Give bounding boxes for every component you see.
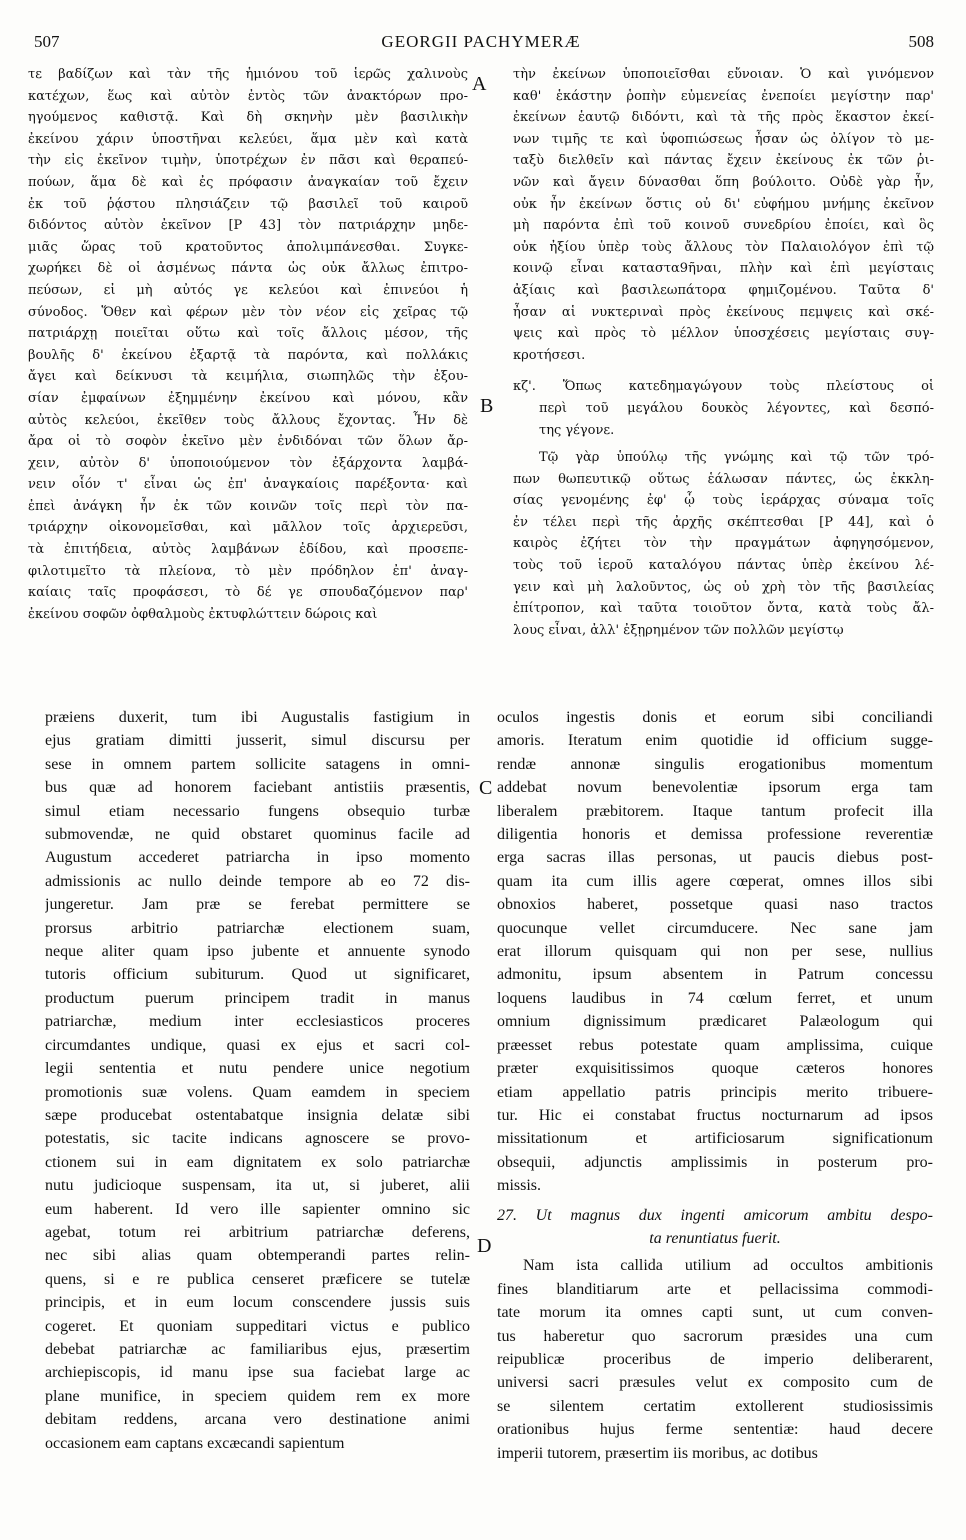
text-line: Augustum accederet patriarcha in ipso momento [45, 849, 470, 867]
text-line: tutoris officium subiturum. Quod ut significaret, [45, 966, 470, 984]
text-line: ctionem sui in eam dignitatem ex solo patriarchæ [45, 1153, 470, 1171]
text-line: ηγούμενος καθιστᾷ. Καὶ δὴ σκηνὴν μὲν βασιλικὴν [28, 110, 468, 126]
text-line: νων τιμῆς τε καὶ ὑφοπιώσεως ἦσαν ὡς ὀλίγον τὸ με- [513, 131, 934, 147]
text-line: admissionis ac nullo deinde tempore ab eo 72 dis- [45, 872, 470, 890]
margin-letter-c: C [479, 777, 493, 799]
text-line: ψεις καὶ πρὸς τὸ μέλλον ὑποσχέσεις μεγίσταις συγ- [513, 326, 934, 342]
text-line: patriarchæ, medium inter ecclesiasticos proceres [45, 1013, 470, 1031]
text-line: tur. Hic ei constabat fructus nocturnarum ad ipsos [497, 1106, 933, 1124]
text-line: πατριάρχῃ ποιεῖται οὕτω καὶ τοῖς ἄλλοις μέσον, τῆς [28, 326, 468, 342]
text-line: bus quæ ad honorem faciebant antistiis præsentis, [45, 779, 470, 797]
running-head-title: GEORGII PACHYMERÆ [381, 32, 581, 51]
text-line: πούων, ἅμα δὲ καὶ ἐς πρόφασιν ἀναγκαίαν τοῦ ἔχειν [28, 174, 468, 190]
text-line: erat illorum quisquam qui non per sese, nullius [497, 943, 933, 961]
text-line: ejus gratiam dimitti jusserit, simul discursu per [45, 732, 470, 750]
running-header [28, 32, 934, 56]
text-line: οὐκ ἠξίου ὑπὲρ τοὺς ἄλλους τὸν Παλαιολόγον ἐπὶ τῷ [513, 239, 934, 255]
page-number-left: 507 [34, 32, 60, 51]
text-line: τριάρχην οἰκονομεῖσθαι, καὶ μᾶλλον τοῖς ἀρχιερεῦσι, [28, 520, 468, 536]
text-line: tus haberetur quo sacrorum præsides una cum [497, 1327, 933, 1345]
text-line: rendæ annonæ singulis erogationibus momentum [497, 755, 933, 773]
text-line: καίαις ταῖς προφάσεσι, τὸ δέ γε σπουδαζόμενον παρ' [28, 585, 468, 601]
text-line: γειν καὶ μὴ λαλοῦντος, ὡς οὐ χρὴ τὸν τῆς βασιλείας [513, 579, 934, 595]
text-line: se silentem certatim extollerent studiosissimis [497, 1397, 933, 1415]
text-line: imperii tutorem, præsertim iis moribus, ac dotibus [497, 1444, 818, 1462]
text-line: fines blanditiarum arte et pellacissima commodi- [497, 1280, 933, 1298]
text-line: principis, et in eum locum conscendere jussis suis [45, 1294, 470, 1312]
text-line: missitationum et artificiosarum significationum [497, 1130, 933, 1148]
text-line: nec sibi alias quam obtemperandi partes relin- [45, 1247, 470, 1265]
text-line: promotionis suæ volens. Quam eamdem in speciem [45, 1083, 470, 1101]
text-line: præesset rebus potestate quam amplissima, cuique [497, 1036, 933, 1054]
text-line: sese in omnem partem sollicite satagens in omni- [45, 755, 470, 773]
text-line: plane munifice, in speciem quidem rem ex more [45, 1387, 470, 1405]
text-line: πων θωπευτικῷ οὕτως ἑάλωσαν πάντες, ὡς ἐκκλη- [513, 471, 934, 487]
text-line: μὴ παρόντα ἐπὶ τοῦ κοινοῦ συνεδρίου ἐποίει, καὶ ὃς [513, 218, 934, 234]
text-line: præter exquisitissimos quoque cæteros honores [497, 1060, 933, 1078]
text-line: ἄγει καὶ δείκνυσι τὰ κειμήλια, σιωπηλῶς τὴν ἐξου- [28, 369, 468, 385]
text-line: orationibus hujus ferme sententiæ: haud decere [497, 1421, 933, 1439]
text-line: νειν οἷόν τ' εἶναι ὡς ἐπ' ἀναγκαίοις παρέξοντα· καὶ [28, 477, 468, 493]
margin-letter-d: D [477, 1235, 492, 1257]
text-line: diligentia honoris et demissa professione reverentiæ [497, 826, 933, 844]
text-line: universi sacri præsules velut ex composito cum de [497, 1374, 933, 1392]
text-line: τὰ ἐπιτήδεια, αὐτὸς λαμβάνων ἐδίδου, καὶ προσεπε- [28, 542, 468, 558]
text-line: simul etiam necessario fungens obsequio turbæ [45, 802, 470, 820]
text-line: ἀξίαις καὶ βασιλεωπάτορα φημιζομένου. Ταῦτα δ' [513, 282, 934, 298]
chapter-heading-line: 27. Ut magnus dux ingenti amicorum ambitu despo- [497, 1206, 933, 1224]
text-line: legii sententia et nutu pendere unice negotium [45, 1060, 470, 1078]
text-line: reipublicæ proceribus de imperio deliberarent, [497, 1350, 933, 1368]
text-line: Nam ista callida utilium ad occultos ambitionis [523, 1257, 933, 1275]
text-line: Τῷ γὰρ ὑπούλῳ τῆς γνώμης καὶ τῷ τῶν τρό- [539, 450, 934, 466]
text-line: tate morum ita omnes capti sunt, ut cum conven- [497, 1304, 933, 1322]
text-line: nutu judicioque suspensam, ita ut, si juberet, alii [45, 1177, 470, 1195]
chapter-heading-line: περὶ τοῦ μεγάλου δουκὸς λέγοντες, καὶ δεσπό- [539, 400, 934, 416]
text-line: prorsus arbitrio patriarchæ electionem suam, [45, 919, 470, 937]
text-line: præiens duxerit, tum ibi Augustalis fastigium in [45, 709, 470, 726]
text-line: τε βαδίζων καὶ τὰν τῆς ἡμιόνου τοῦ ἱερῶς χαλινοὺς [28, 67, 468, 82]
text-line: jungeretur. Jam præ se ferebat permittere se [45, 896, 470, 914]
text-line: χειν, αὐτὸν δ' ὑποποιούμενον τὸν ἐξάρχοντα λαμβά- [28, 455, 468, 471]
text-line: obnoxios haberet, possetque quasi naso tractos [497, 896, 933, 914]
text-line: ἐν τέλει περὶ τῆς ἀρχῆς σκέπτεσθαι [P 44], καὶ ὁ [513, 514, 934, 530]
text-line: ἐκείνου χάριν ὑποστῆναι κελεύει, ἅμα μὲν καὶ κατὰ [28, 131, 468, 147]
text-line: μιᾶς ὥρας τοῦ κρατοῦντος ἀπολιμπάνεσθαι. Συγκε- [28, 239, 468, 255]
text-line: potestatis, sic tacite indicans agnoscere se provo- [45, 1130, 470, 1148]
page-number-right: 508 [908, 32, 934, 51]
text-line: σύνοδος. Ὅθεν καὶ φέρων μὲν τὸν νέον εἰς χεῖρας τῷ [28, 304, 468, 320]
margin-letter-a: A [472, 73, 487, 95]
latin-column-right [497, 706, 933, 1514]
text-line: addebat novum benevolentiæ ipsorum erga tam [497, 779, 933, 797]
text-line: λους εἶναι, ἀλλ' ἐξῃρημένον τῶν πολλῶν μεγίστῳ [513, 622, 844, 638]
text-line: ἐπεὶ ἀνάγκη ἦν ἐκ τῶν κοινῶν τοῖς περὶ τὸν πα- [28, 498, 468, 514]
chapter-heading-line: της γέγονε. [539, 422, 615, 438]
text-line: obsequii, adjunctis amplissimis in posterum pro- [497, 1153, 933, 1171]
text-line: ἐκείνων ἑαυτῷ διδόντι, καὶ τὰ τῆς πρὸς ἕκαστον ἐκεί- [513, 110, 934, 126]
text-line: διδόντος αὐτὸν ἐκεῖνον [P 43] τὸν πατριάρχην μηδε- [28, 218, 468, 234]
text-line: productum puerum principem tradit in manus [45, 989, 470, 1007]
text-line: καθ' ἑκάστην ῥοπὴν εὐμενείας ἐνεποίει μεγίστην παρ' [513, 88, 934, 104]
text-line: oculos ingestis donis et eorum sibi conciliandi [497, 709, 933, 726]
text-line: ἐκ τοῦ ῥᾴστου πλησιάζειν τῷ βασιλεῖ τοῦ καιροῦ [28, 196, 468, 212]
text-line: agebat, totum rei arbitrium patriarchæ deferens, [45, 1223, 470, 1241]
latin-column-left [45, 706, 470, 1514]
chapter-heading-line: κζ'. Ὅπως κατεδημαγώγουν τοὺς πλείστους οἱ [513, 379, 934, 395]
text-line: quocunque vellet circumducere. Nec sane jam [497, 919, 933, 937]
spacer [513, 366, 934, 376]
text-line: circumdantes undique, quasi ex ejus et sacri col- [45, 1036, 470, 1054]
text-line: ταξὺ διελθεῖν καὶ πάντας ἔχειν ἐκείνους ἐκ τῶν ῥι- [513, 153, 934, 169]
text-line: ἐπίτροπον, καὶ ταῦτα τοιοῦτον ὄντα, κατὰ τοὺς ἄλ- [513, 601, 934, 617]
greek-column-left [28, 64, 468, 684]
text-line: ἄρα οἱ τὸ σοφὸν ἐκεῖνο μὲν ἐνδιδόναι τῶν ὅλων ἄρ- [28, 434, 468, 450]
text-line: erga sacras illas personas, ut paucis diebus post- [497, 849, 933, 867]
text-line: οὐκ ἦν ἐκείνων ὅστις οὐ δι' εὐφήμου μνήμης ἐκεῖνον [513, 196, 934, 212]
text-line: debitam reddens, arcana vero destinatione animi [45, 1411, 470, 1429]
text-line: κοινῷ εἶναι καταστα9ῆναι, πλὴν καὶ ἐπὶ μεγίσταις [513, 261, 934, 277]
greek-column-right [513, 64, 934, 684]
text-line: neque aliter quam ipso jubente et annuente synodo [45, 943, 470, 961]
text-line: κροτήσεσι. [513, 347, 586, 363]
text-line: τὴν εἰς ἐκεῖνον τιμὴν, ὑποτρέχων ἐν πᾶσι καὶ θεραπεύ- [28, 153, 468, 169]
text-line: cogeret. Et quoniam suppeditari victus e publico [45, 1317, 470, 1335]
text-line: ἦσαν αἱ νυκτεριναὶ πρὸς ἐκείνους πεμψεις καὶ σκέ- [513, 304, 934, 320]
text-line: admonitu, ipsum absentem in Patrum concessu [497, 966, 933, 984]
text-line: πεύσων, εἰ μὴ αὐτός γε κελεύοι καὶ ἐπινεύοι ἡ [28, 282, 468, 298]
text-line: φιλοτιμεῖτο τὰ πλείονα, τὸ μὲν πρόδηλον ἐπ' ἀναγ- [28, 563, 468, 579]
text-line: eum haberent. Id vero ille sapienter omnino sic [45, 1200, 470, 1218]
text-line: quam ita cum illis agere cœperat, omnes illos sibi [497, 872, 933, 890]
text-line: χωρήκει δὲ οἱ ἀσμένως πάντα ὡς οὐκ ἄλλως ἐπιτρο- [28, 261, 468, 277]
text-line: ἐκείνου σοφῶν ὀφθαλμοὺς ἐκτυφλώττειν δώροις καὶ [28, 606, 378, 622]
text-line: βουλῆς δ' ἐκείνου ἐξαρτᾷ τὰ παρόντα, καὶ πολλάκις [28, 347, 468, 363]
text-line: τὴν ἐκείνων ὑποποιεῖσθαι εὔνοιαν. Ὁ καὶ γινόμενον [513, 67, 934, 82]
text-line: τοὺς τοῦ ἱεροῦ καταλόγου πάντας ὑπὲρ ἐκείνου λέ- [513, 558, 934, 574]
text-line: σίαν ἐμφαίνων ἐξημμένην ἐκείνου καὶ μόνου, κἂν [28, 390, 468, 406]
text-line: submovendæ, ne quid obstaret quominus facile ad [45, 826, 470, 844]
text-line: liberalem præbitorem. Itaque tantum profecit illa [497, 802, 933, 820]
text-line: omnium dignissimum prædicaret Palæologum qui [497, 1013, 933, 1031]
text-line: καιρὸς ἐζήτει τὸν τὴν πραγμάτων ἀφηγησόμενον, [513, 536, 934, 552]
margin-letter-b: B [480, 395, 494, 417]
text-line: debebat patriarchæ ac familiaribus ejus, præsertim [45, 1340, 470, 1358]
text-line: missis. [497, 1177, 542, 1195]
text-line: loquens laudibus in 74 cœlum ferret, et unum [497, 989, 933, 1007]
text-line: αὐτὸς κελεύοι, ἐκεῖθεν τοὺς ἄλλους ἔχοντας. Ἦν δὲ [28, 412, 468, 428]
text-line: κατέχων, ἕως καὶ αὐτὸν ἐντὸς τῶν ἀνακτόρων προ- [28, 88, 468, 104]
text-line: archiepiscopis, id manu ipse sua faciebat large ac [45, 1364, 470, 1382]
text-line: occasionem eam captans excæcandi sapientum [45, 1434, 345, 1452]
text-line: amoris. Iteratum enim quotidie id officium sugge- [497, 732, 933, 750]
text-line: νῶν καὶ ἄγειν δύνασθαι ὅπη βούλοιτο. Οὐδὲ γὰρ ἦν, [513, 174, 934, 190]
text-line: etiam appellatio patris principis merito tribuere- [497, 1083, 933, 1101]
text-line: σίας γενομένης ἐφ' ᾧ τοὺς ἱεράρχας σύναμα τοῖς [513, 493, 934, 509]
chapter-heading-line: ta renuntiatus fuerit. [649, 1229, 781, 1247]
text-line: quens, si e re publica censeret præficere se tutelæ [45, 1270, 470, 1288]
text-line: sæpe producebat ostentabatque insignia delatæ sibi [45, 1106, 470, 1124]
